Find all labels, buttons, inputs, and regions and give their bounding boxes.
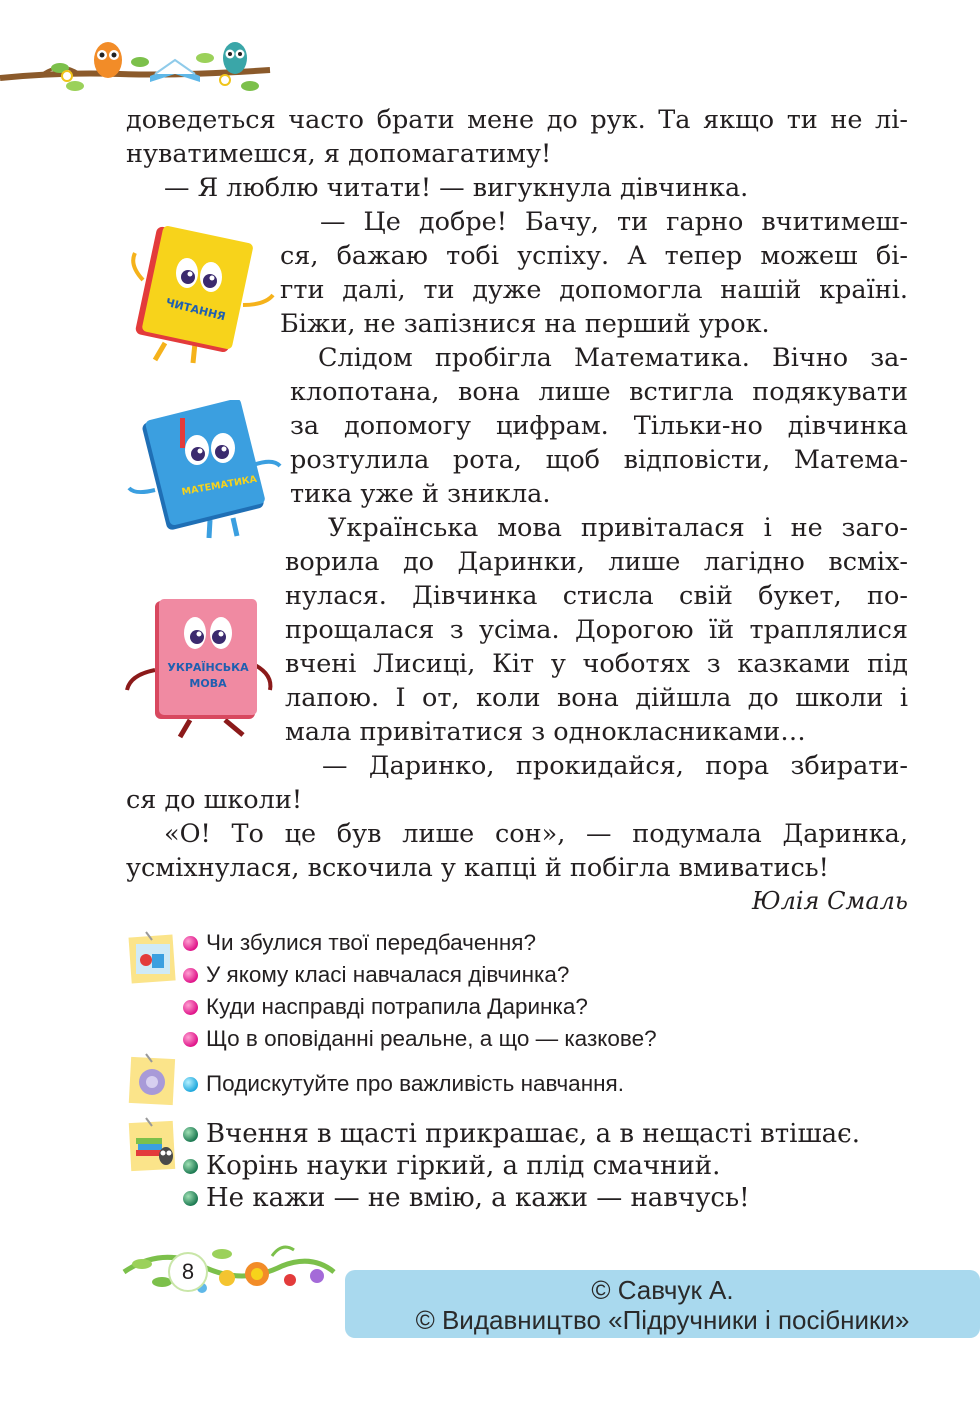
text-line: нуватимешся, я допомагатиму! — [126, 139, 552, 169]
text-line: ворила до Даринки, лише лагідно всміх- — [285, 547, 908, 577]
proverb-item: Корінь науки гіркий, а плід смачний. — [183, 1150, 720, 1182]
bullet-icon — [183, 1000, 198, 1015]
text-line: лапою. І от, коли вона дійшла до школи і — [285, 683, 908, 713]
page-number: 8 — [168, 1252, 208, 1292]
reading-book-illustration — [125, 225, 275, 365]
text-line: гти далі, ти дуже допомогла нашій країні. — [280, 275, 908, 305]
bullet-icon — [183, 1191, 198, 1206]
text-line: ся, бажаю тобі успіху. А тепер можеш бі- — [280, 241, 908, 271]
copyright-publisher: © Видавництво «Підручники і посібники» — [415, 1305, 910, 1335]
author-signature: Юлія Смаль — [751, 887, 908, 915]
text-line: ся до школи! — [126, 785, 303, 815]
text-line: — Я люблю читати! — вигукнула дівчинка. — [164, 173, 749, 203]
bullet-icon — [183, 1159, 198, 1174]
proverb-item: Не кажи — не вмію, а кажи — навчусь! — [183, 1182, 750, 1214]
text-line: прощалася з усіма. Дорогою їй траплялися — [285, 615, 908, 645]
text-line: доведеться часто брати мене до рук. Та якщо ти не лі- — [126, 105, 908, 135]
question-item: Куди насправді потрапила Даринка? — [183, 993, 588, 1021]
ukrainian-book-label-2: МОВА — [189, 677, 227, 690]
text-line: усміхнулася, вскочила у капці й побігла вмиватись! — [126, 853, 829, 883]
bullet-icon — [183, 1077, 198, 1092]
ukrainian-book-label-1: УКРАЇНСЬКА — [167, 661, 249, 674]
copyright-banner — [345, 1270, 980, 1338]
text-line: — Це добре! Бачу, ти гарно вчитимеш- — [320, 207, 908, 237]
copyright-author: © Савчук А. — [591, 1275, 734, 1305]
bullet-icon — [183, 1032, 198, 1047]
reading-book-label: ЧИТАННЯ — [164, 295, 227, 324]
question-item: Що в оповіданні реальне, а що — казкове? — [183, 1025, 657, 1053]
text-line: Біжи, не запізнися на перший урок. — [280, 309, 770, 339]
text-line: мала привітатися з однокласниками… — [285, 717, 806, 747]
flowers-decoration — [122, 1236, 337, 1306]
bullet-icon — [183, 968, 198, 983]
bullet-icon — [183, 1127, 198, 1142]
text-line: Українська мова привіталася і не заго- — [328, 513, 908, 543]
questions-note-icon — [126, 930, 178, 986]
discussion-note-icon — [126, 1052, 178, 1108]
text-line: — Даринко, прокидайся, пора збирати- — [322, 751, 908, 781]
text-line: нулася. Дівчинка стисла свій букет, по- — [285, 581, 908, 611]
text-line: за допомогу цифрам. Тільки-но дівчинка — [290, 411, 908, 441]
text-line: тика уже й зникла. — [290, 479, 551, 509]
proverb-item: Вчення в щасті прикрашає, а в нещасті втішає. — [183, 1118, 860, 1150]
text-line: Слідом пробігла Математика. Вічно за- — [318, 343, 908, 373]
text-line: розтулила рота, щоб відповісти, Матема- — [290, 445, 908, 475]
ukrainian-book-illustration — [125, 595, 285, 745]
proverbs-note-icon — [126, 1116, 180, 1174]
discussion-item: Подискутуйте про важливість навчання. — [183, 1070, 624, 1098]
branch-decoration — [0, 30, 290, 105]
text-line: клопотана, вона лише встигла подякувати — [290, 377, 908, 407]
text-line: вчені Лисиці, Кіт у чоботях з казками під — [285, 649, 908, 679]
math-book-label: МАТЕМАТИКА — [180, 473, 258, 498]
question-item: Чи збулися твої передбачення? — [183, 929, 536, 957]
math-book-illustration — [125, 400, 285, 540]
text-line: «О! То це був лише сон», — подумала Даринка, — [164, 819, 908, 849]
question-item: У якому класі навчалася дівчинка? — [183, 961, 569, 989]
bullet-icon — [183, 936, 198, 951]
